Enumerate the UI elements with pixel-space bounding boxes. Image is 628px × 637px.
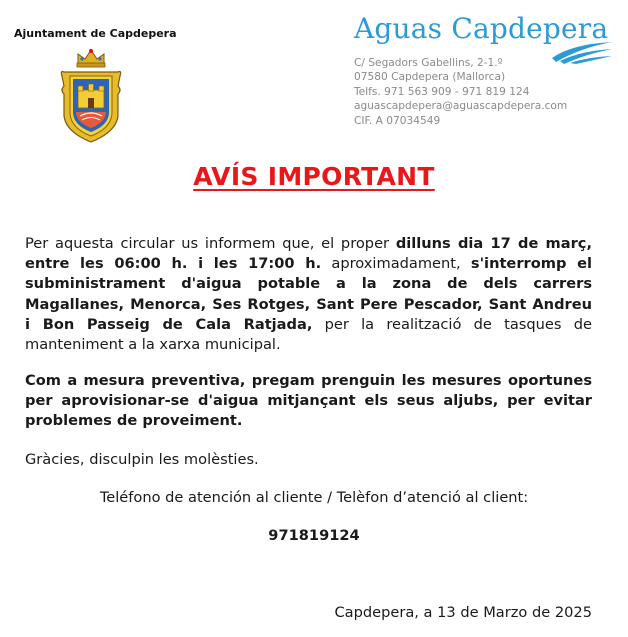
notice-title-row (0, 162, 628, 191)
attention-phone-number: 971819124 (268, 527, 360, 544)
brand-name: Aguas Capdepera (354, 12, 609, 45)
contact-email: aguascapdepera@aguascapdepera.com (354, 100, 568, 113)
contact-cif: CIF. A 07034549 (354, 114, 441, 127)
ajuntament-name: Ajuntament de Capdepera (14, 27, 177, 40)
p1-text-1: Per aquesta circular us informem que, el proper (25, 235, 396, 252)
contact-address: C/ Segadors Gabellins, 2-1.º (354, 57, 503, 69)
contact-city: 07580 Capdepera (Mallorca) (354, 71, 506, 84)
p1-text-3: per la realització de tasques de manteniment a la xarxa municipal. (25, 315, 592, 354)
notice-title: AVÍS IMPORTANT (193, 162, 435, 191)
notice-thanks: Gràcies, disculpin les molèsties. (25, 451, 259, 468)
attention-phone-label: Teléfono de atención al cliente / Telèfon d’atenció al client: (99, 489, 529, 506)
contact-phones: Telfs. 971 563 909 - 971 819 124 (354, 85, 530, 98)
contact-block (354, 56, 624, 128)
p1-affected-streets: s'interromp el subministrament d'aigua potable a la zona de dels carrers Magallanes, Menorca, Ses Rotges, Sant Pere Pescador, Sant Andreu i Bon Passeig de Cala Ratjada, (25, 255, 592, 333)
date-line: Capdepera, a 13 de Marzo de 2025 (334, 604, 592, 621)
brand-logo (354, 12, 616, 62)
coat-of-arms-icon (58, 46, 124, 146)
notice-paragraph-1 (25, 234, 592, 355)
p1-text-2: aproximadament, (321, 255, 471, 273)
p2-preventive-measure: Com a mesura preventiva, pregam prenguin les mesures oportunes per aprovisionar-se d'aigua mitjançant els seus aljubs, per evitar problemes de proveiment. (25, 372, 592, 430)
p1-date-time: dilluns dia 17 de març, entre les 06:00 h. i les 17:00 h. (25, 235, 592, 273)
notice-paragraph-2 (25, 371, 592, 432)
